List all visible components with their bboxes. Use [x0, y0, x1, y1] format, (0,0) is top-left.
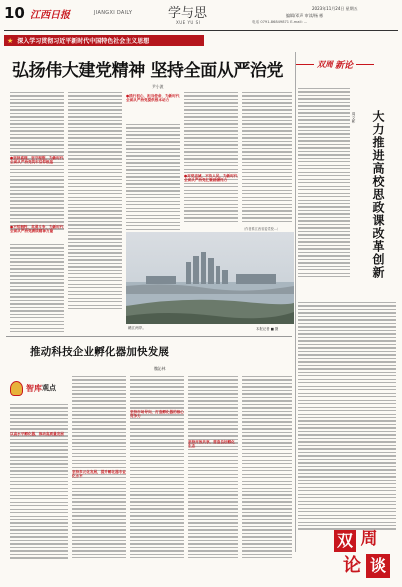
main-body-col-1b	[10, 176, 64, 230]
main-body-col-2	[68, 92, 122, 309]
editors-line: 编辑/邓声 审读/杨 彬	[286, 13, 324, 18]
paper-name: 江西日报	[30, 10, 70, 21]
second-subhead-4: 坚持开放共享，营造良好孵化生态	[188, 440, 235, 449]
section-name: 学与思	[168, 6, 208, 21]
masthead	[0, 0, 402, 34]
wisdom-label	[10, 378, 64, 398]
banner-text: 深入学习贯彻习近平新时代中国特色社会主义思想	[17, 38, 150, 45]
second-subhead-1: 以高水平孵化器，推动高质量发展	[10, 432, 64, 436]
photo-caption: 赣江两岸。	[128, 326, 146, 330]
second-author: 魏沁林	[154, 366, 166, 371]
main-body-col-1c	[10, 244, 64, 332]
page-number: 10	[4, 4, 25, 22]
second-subhead-2: 坚持多元化发展，提升孵化器专业化水平	[72, 470, 126, 479]
wisdom-label-b: 观点	[42, 383, 56, 392]
column-label-b: 新论	[335, 60, 354, 71]
badge-char-b: 周	[360, 529, 378, 549]
column-author: 周文彬	[352, 112, 356, 123]
main-byline-note: （作者系江西省委党校...）	[242, 227, 281, 231]
main-subhead-3: ●不怕牺牲，英勇斗争，为新时代全面从严治党赓续精神力量	[10, 225, 64, 234]
second-body-col-3	[130, 376, 184, 558]
second-body-col-1	[10, 404, 68, 559]
main-subhead-2: ●坚持真理，坚守理想，为新时代全面从严治党筑牢信仰根基	[10, 156, 64, 165]
bulb-icon	[10, 381, 23, 396]
main-subhead-1: ●践行初心，担当使命，为新时代全面从严治党提供根本动力	[126, 94, 180, 103]
column-label-a: 双周	[317, 58, 333, 69]
paper-name-en: JIANGXI DAILY	[94, 10, 133, 16]
badge-char-d: 谈	[366, 554, 390, 578]
banner-star-icon: ★	[7, 36, 14, 45]
section-divider	[6, 336, 292, 337]
badge-char-a: 双	[334, 530, 356, 552]
second-body-col-2	[72, 376, 126, 558]
issue-date: 2023年11月24日 星期五	[312, 6, 358, 11]
main-subhead-4: ●对党忠诚，不负人民，为新时代全面从严治党汇聚磅礴伟力	[184, 174, 238, 183]
section-sub: XUE YU SI	[176, 20, 201, 25]
main-headline: 弘扬伟大建党精神 坚持全面从严治党	[12, 61, 284, 81]
second-body-col-4	[188, 376, 238, 558]
main-body-col-5	[242, 92, 292, 222]
column-body-2	[298, 302, 396, 530]
second-subhead-3: 坚持市场导向，打造孵化器的核心竞争力	[130, 410, 184, 419]
column-body-1	[298, 88, 350, 277]
main-author: 尹小波	[152, 84, 164, 89]
phone-line: 电话 0791-86849871 E-mail: ...	[252, 20, 308, 24]
main-body-col-4	[184, 92, 238, 222]
column-title: 大力推进高校思政课改革创新	[371, 110, 385, 279]
bottom-badge	[330, 528, 396, 582]
column-divider	[295, 52, 296, 552]
photo-credit: 本报记者 ■ 摄	[256, 327, 279, 331]
masthead-rule	[4, 30, 398, 31]
second-body-col-5	[242, 376, 292, 558]
column-label	[296, 56, 396, 72]
second-headline: 推动科技企业孵化器加快发展	[30, 346, 170, 358]
banner-strip	[4, 35, 204, 46]
badge-char-c: 论	[343, 555, 361, 576]
wisdom-label-a: 智库	[26, 382, 42, 393]
river-photo	[126, 232, 294, 324]
